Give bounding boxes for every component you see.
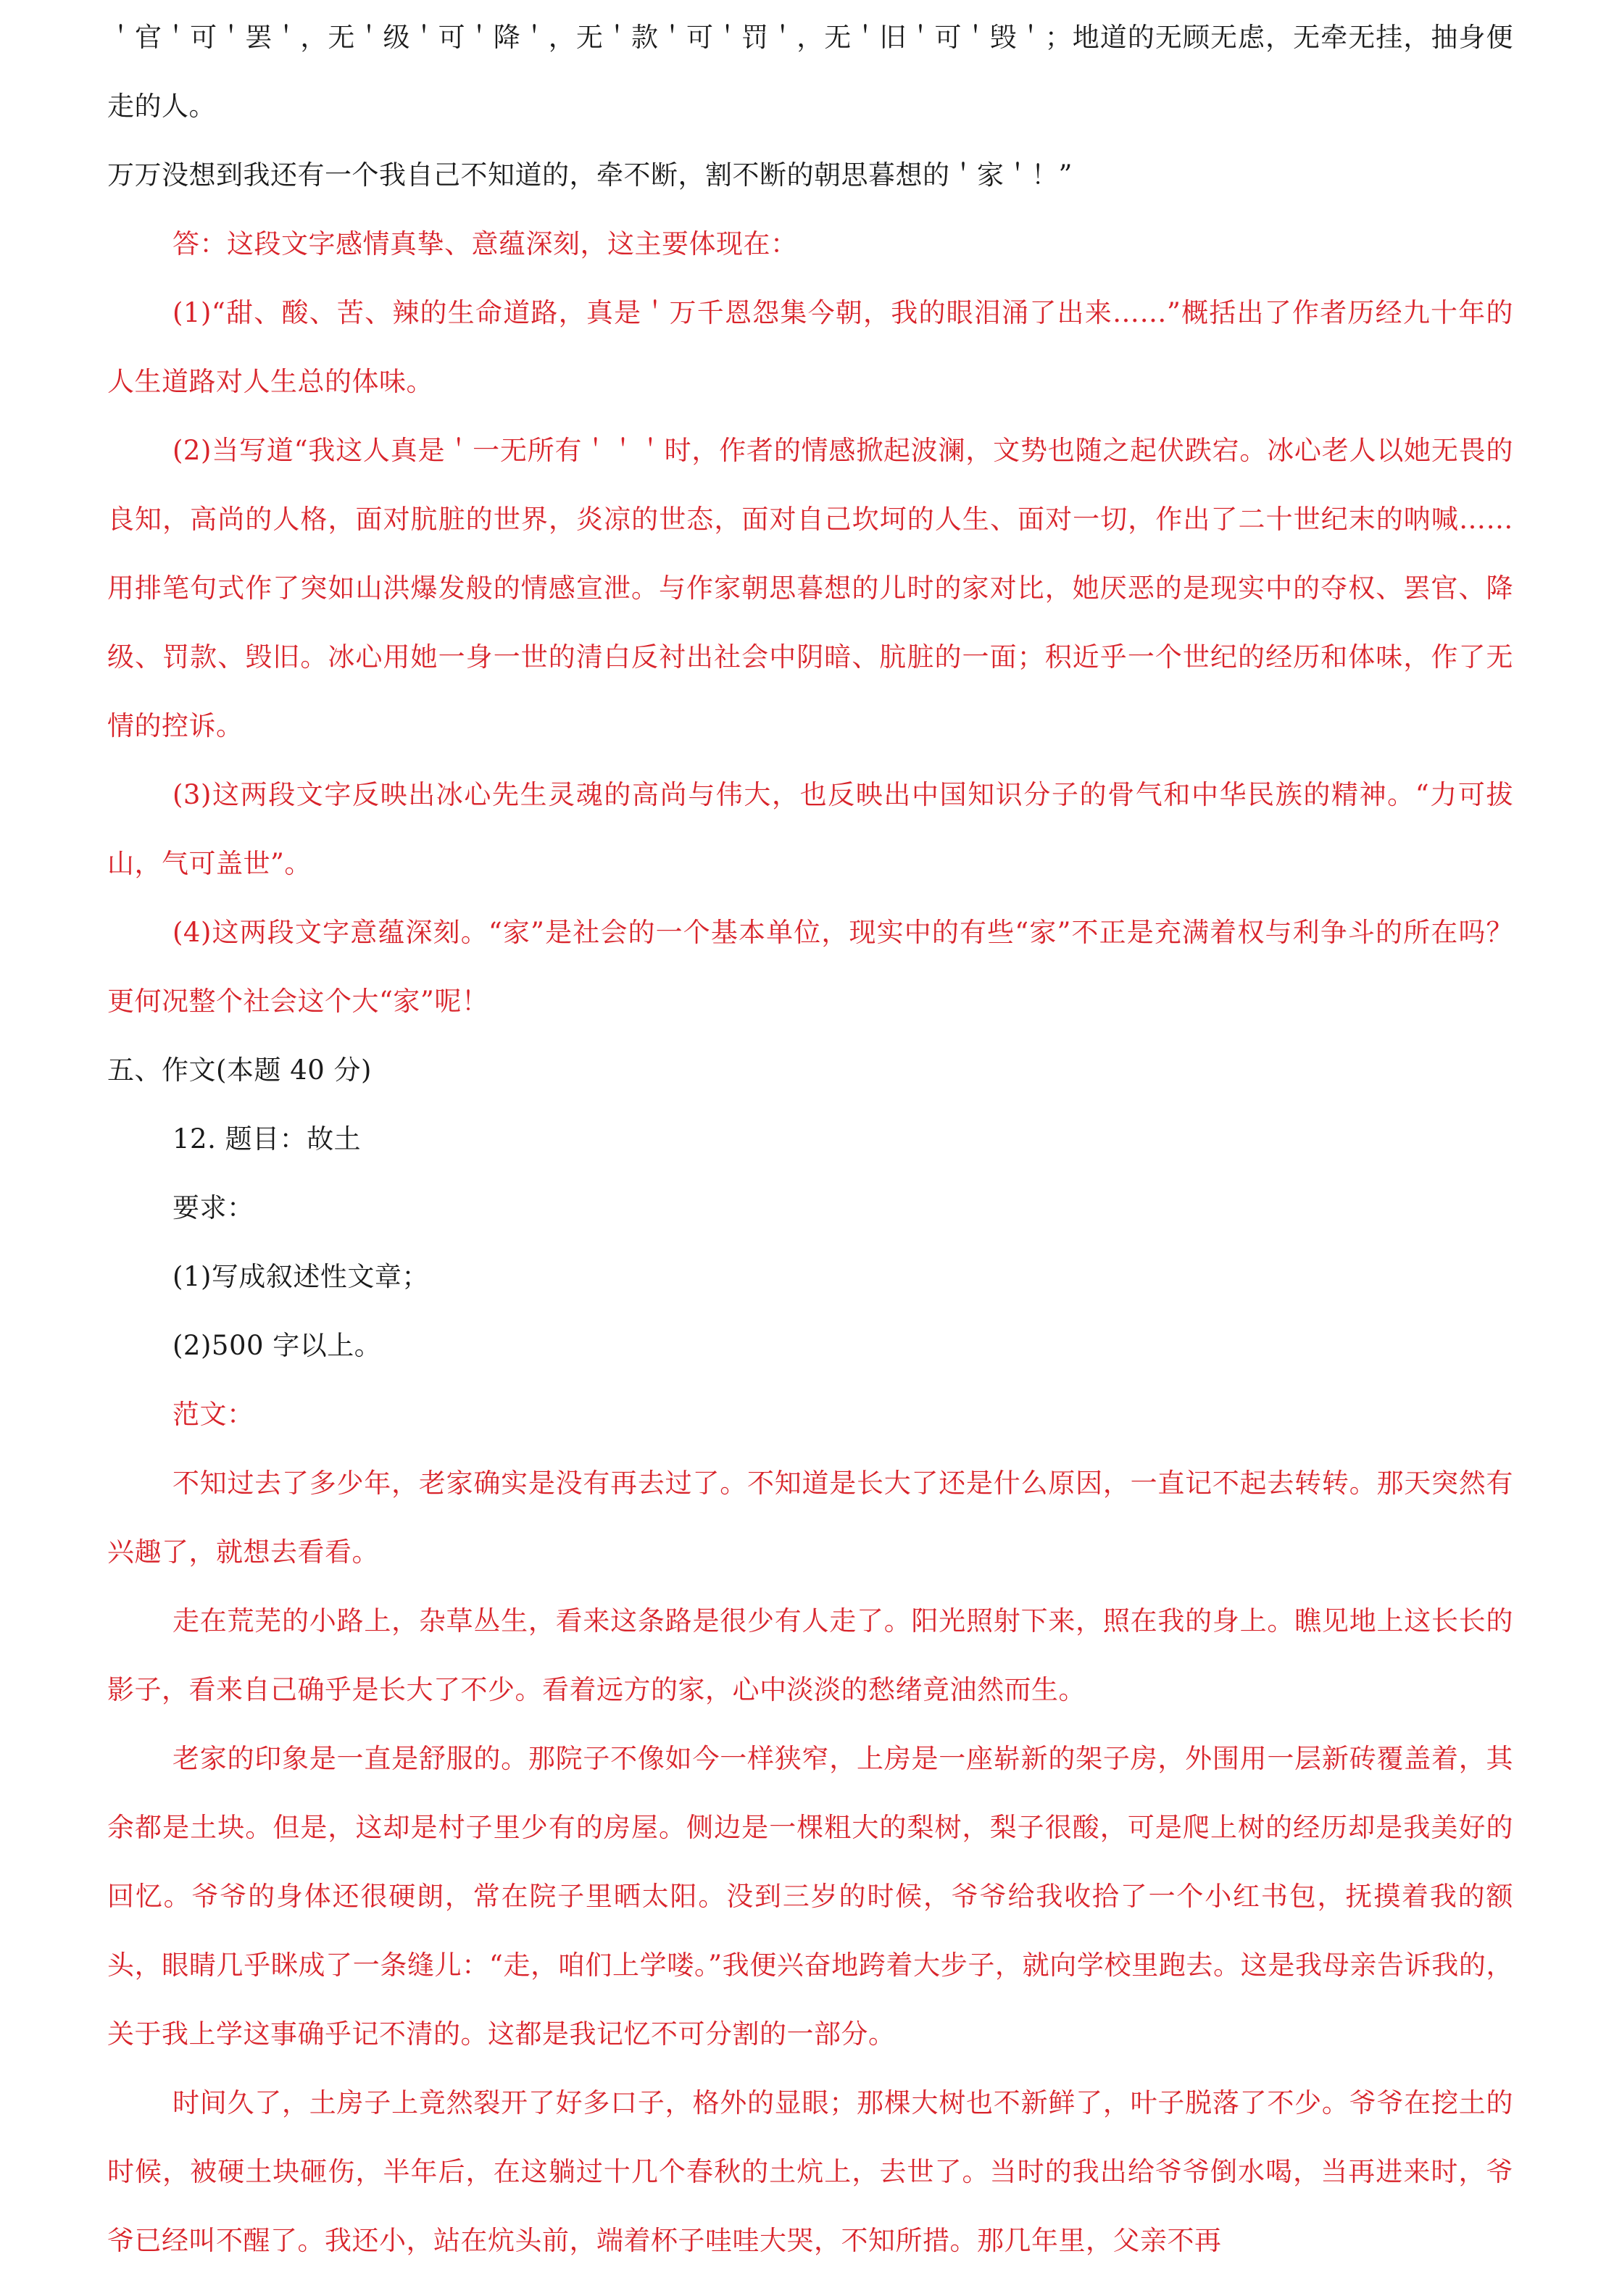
model-essay-paragraph: 走在荒芜的小路上，杂草丛生，看来这条路是很少有人走了。阳光照射下来，照在我的身上。瞧见地上这长长的影子，看来自己确乎是长大了不少。看着远方的家，心中淡淡的愁绪竟油然而生。: [107, 1605, 1513, 1705]
answer-point-3: (3)这两段文字反映出冰心先生灵魂的高尚与伟大，也反映出中国知识分子的骨气和中华民族的精神。“力可拔山，气可盖世”。: [107, 779, 1513, 879]
answer-point-1: (1)“甜、酸、苦、辣的生命道路，真是＇万千恩怨集今朝，我的眼泪涌了出来……”概括出了作者历经九十年的人生道路对人生总的体味。: [107, 297, 1513, 397]
model-essay-paragraph: 老家的印象是一直是舒服的。那院子不像如今一样狭窄，上房是一座崭新的架子房，外围用一层新砖覆盖着，其余都是土块。但是，这却是村子里少有的房屋。侧边是一棵粗大的梨树，梨子很酸，可是爬上树的经历却是我美好的回忆。爷爷的身体还很硬朗，常在院子里晒太阳。没到三岁的时候，爷爷给我收拾了一个小红书包，抚摸着我的额头，眼睛几乎眯成了一条缝儿：“走，咱们上学喽。”我便兴奋地跨着大步子，就向学校里跑去。这是我母亲告诉我的，关于我上学这事确乎记不清的。这都是我记忆不可分割的一部分。: [107, 1743, 1513, 2050]
question-quote-line-1: ＇官＇可＇罢＇，无＇级＇可＇降＇，无＇款＇可＇罚＇，无＇旧＇可＇毁＇；地道的无顾无虑，无牵无挂，抽身便走的人。: [107, 22, 1513, 122]
model-essay-paragraph: 不知过去了多少年，老家确实是没有再去过了。不知道是长大了还是什么原因，一直记不起去转转。那天突然有兴趣了，就想去看看。: [107, 1468, 1513, 1568]
document-page: [107, 0, 1513, 2275]
answer-point-2: (2)当写道“我这人真是＇一无所有＇＇＇时，作者的情感掀起波澜，文势也随之起伏跌宕。冰心老人以她无畏的良知，高尚的人格，面对肮脏的世界，炎凉的世态，面对自己坎坷的人生、面对一切，作出了二十世纪末的呐喊……用排笔句式作了突如山洪爆发般的情感宣泄。与作家朝思暮想的儿时的家对比，她厌恶的是现实中的夺权、罢官、降级、罚款、毁旧。冰心用她一身一世的清白反衬出社会中阴暗、肮脏的一面；积近乎一个世纪的经历和体味，作了无情的控诉。: [107, 435, 1513, 741]
essay-question: 12. 题目：故土: [172, 1123, 362, 1155]
answer-intro: 答：这段文字感情真挚、意蕴深刻，这主要体现在：: [172, 228, 798, 259]
section-heading: 五、作文(本题 40 分): [107, 1055, 372, 1086]
requirement-item: (2)500 字以上。: [172, 1330, 382, 1361]
requirements-label: 要求：: [172, 1192, 254, 1223]
requirement-item: (1)写成叙述性文章；: [172, 1261, 429, 1292]
answer-point-4: (4)这两段文字意蕴深刻。“家”是社会的一个基本单位，现实中的有些“家”不正是充满着权与利争斗的所在吗？更何况整个社会这个大“家”呢！: [107, 917, 1513, 1017]
model-essay-paragraph: 时间久了，土房子上竟然裂开了好多口子，格外的显眼；那棵大树也不新鲜了，叶子脱落了不少。爷爷在挖土的时候，被硬土块砸伤，半年后，在这躺过十几个春秋的土炕上，去世了。当时的我出给爷爷倒水喝，当再进来时，爷爷已经叫不醒了。我还小，站在炕头前，端着杯子哇哇大哭，不知所措。那几年里，父亲不再: [107, 2087, 1513, 2256]
model-essay-label: 范文：: [172, 1399, 254, 1430]
question-quote-line-2: 万万没想到我还有一个我自己不知道的，牵不断，割不断的朝思暮想的＇家＇！”: [107, 159, 1073, 191]
